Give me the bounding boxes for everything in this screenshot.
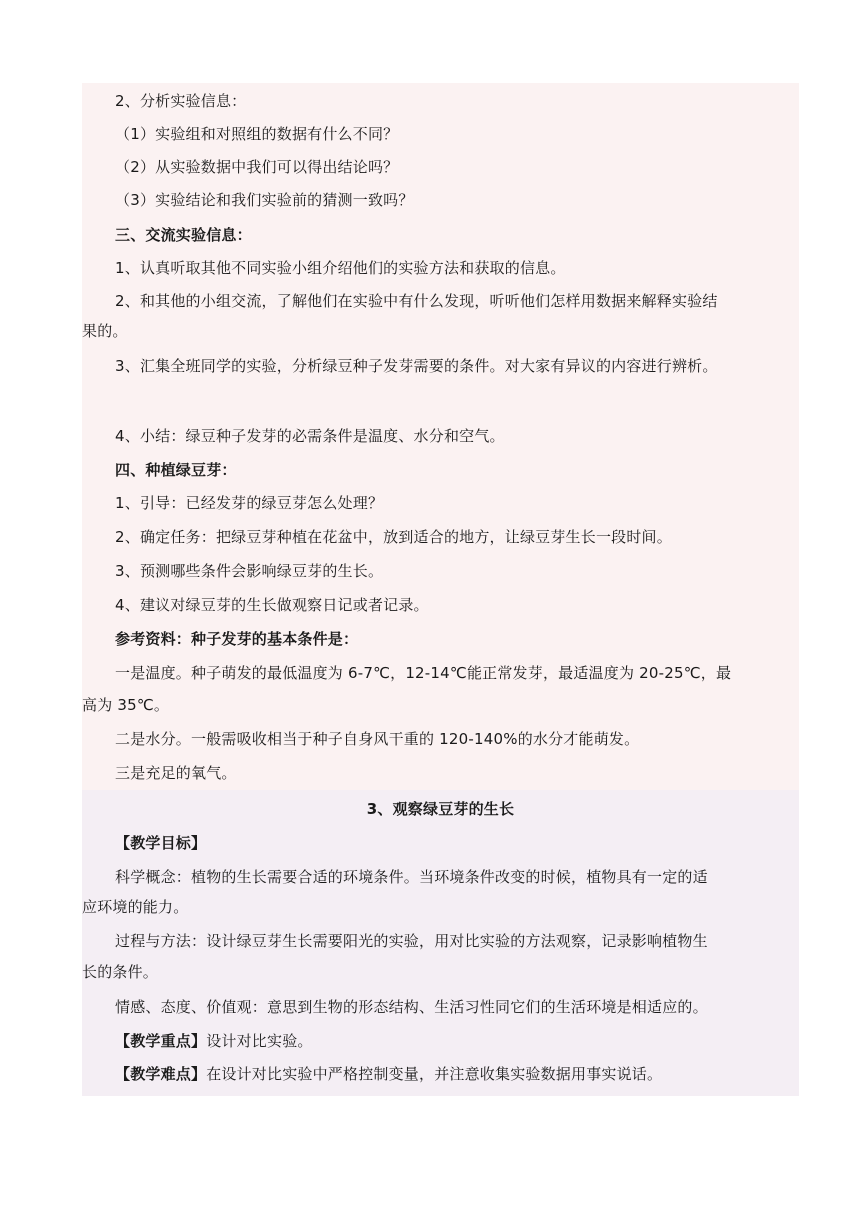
text-line: 3、汇集全班同学的实验，分析绿豆种子发芽需要的条件。对大家有异议的内容进行辨析。 <box>115 357 718 375</box>
section-analysis-and-exchange <box>82 83 799 790</box>
key-point-line <box>82 1030 832 1052</box>
text-line: 应环境的能力。 <box>82 898 189 916</box>
text-line: 2、和其他的小组交流，了解他们在实验中有什么发现，听听他们怎样用数据来解释实验结 <box>115 292 718 310</box>
text-line: 情感、态度、价值观：意思到生物的形态结构、生活习性同它们的生活环境是相适应的。 <box>115 998 708 1016</box>
text-line: 1、认真听取其他不同实验小组介绍他们的实验方法和获取的信息。 <box>115 259 566 277</box>
text-line: 4、建议对绿豆芽的生长做观察日记或者记录。 <box>115 596 429 614</box>
text-line: 3、预测哪些条件会影响绿豆芽的生长。 <box>115 562 384 580</box>
text-line: 果的。 <box>82 322 128 340</box>
text-line: 二是水分。一般需吸收相当于种子自身风干重的 120-140%的水分才能萌发。 <box>115 730 640 748</box>
text-line: 4、小结：绿豆种子发芽的必需条件是温度、水分和空气。 <box>115 427 505 445</box>
text-line: （2）从实验数据中我们可以得出结论吗？ <box>115 158 399 176</box>
section-observe-bean-sprouts <box>82 790 799 1096</box>
difficulty-text: 在设计对比实验中严格控制变量，并注意收集实验数据用事实说话。 <box>206 1065 663 1083</box>
lesson-title: 3、观察绿豆芽的生长 <box>366 800 515 818</box>
difficulty-line <box>82 1063 832 1085</box>
section-heading: 四、种植绿豆芽： <box>115 461 237 479</box>
text-line: 一是温度。种子萌发的最低温度为 6-7℃，12-14℃能正常发芽，最适温度为 20-25℃，最 <box>115 664 732 682</box>
difficulty-label: 【教学难点】 <box>115 1065 207 1083</box>
key-point-label: 【教学重点】 <box>115 1032 207 1050</box>
text-line: 高为 35℃。 <box>82 696 170 714</box>
reference-heading: 参考资料：种子发芽的基本条件是： <box>115 630 359 648</box>
section-heading: 三、交流实验信息： <box>115 226 252 244</box>
text-line: 1、引导：已经发芽的绿豆芽怎么处理？ <box>115 494 384 512</box>
text-line: 三是充足的氧气。 <box>115 764 237 782</box>
text-line: （1）实验组和对照组的数据有什么不同？ <box>115 125 399 143</box>
text-line: 2、分析实验信息： <box>115 92 247 110</box>
text-line: （3）实验结论和我们实验前的猜测一致吗？ <box>115 191 414 209</box>
text-line: 科学概念：植物的生长需要合适的环境条件。当环境条件改变的时候，植物具有一定的适 <box>115 868 708 886</box>
text-line: 过程与方法：设计绿豆芽生长需要阳光的实验，用对比实验的方法观察，记录影响植物生 <box>115 932 708 950</box>
goals-heading: 【教学目标】 <box>115 834 207 852</box>
text-line: 长的条件。 <box>82 963 159 981</box>
text-line: 2、确定任务：把绿豆芽种植在花盆中，放到适合的地方，让绿豆芽生长一段时间。 <box>115 528 672 546</box>
key-point-text: 设计对比实验。 <box>206 1032 313 1050</box>
